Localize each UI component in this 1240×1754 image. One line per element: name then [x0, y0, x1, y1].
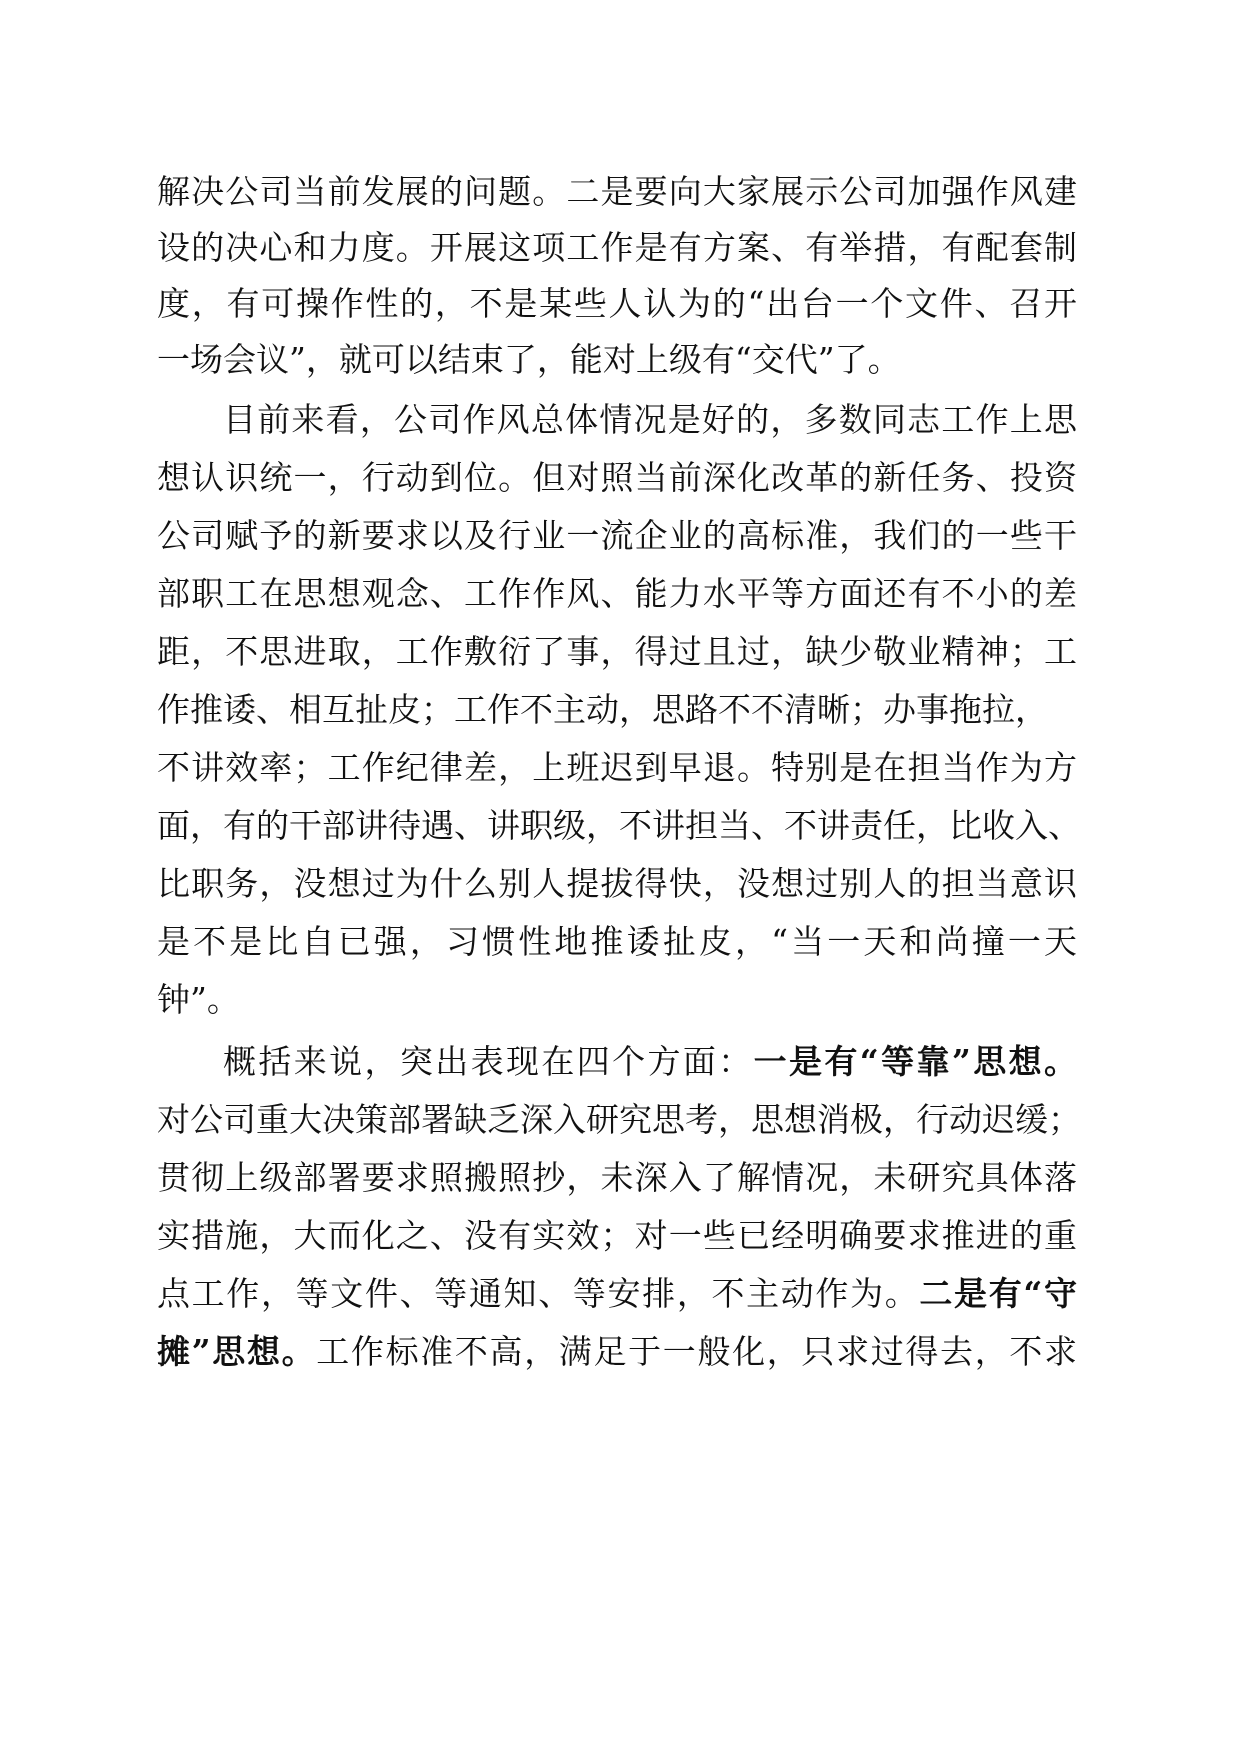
bold-heading: 一是有“等靠”思想。: [753, 1042, 1078, 1081]
paragraph-line: 距，不思进取，工作敷衍了事，得过且过，缺少敬业精神；工: [157, 632, 1077, 671]
paragraph-line: 作推诿、相互扯皮；工作不主动，思路不不清晰；办事拖拉，: [157, 690, 1048, 729]
paragraph-line: 不讲效率；工作纪律差，上班迟到早退。特别是在担当作为方: [157, 748, 1077, 787]
paragraph-line: 一场会议”，就可以结束了，能对上级有“交代”了。: [157, 340, 901, 379]
bold-heading: 二是有“守: [919, 1274, 1078, 1313]
paragraph-line: 目前来看，公司作风总体情况是好的，多数同志工作上思: [223, 400, 1077, 439]
paragraph-line: 对公司重大决策部署缺乏深入研究思考，思想消极，行动迟缓；: [157, 1100, 1081, 1139]
paragraph-line: [157, 1264, 1077, 1324]
bold-heading: 摊”思想。: [157, 1332, 317, 1371]
line-text: 点工作，等文件、等通知、等安排，不主动作为。: [157, 1274, 920, 1313]
paragraph-line: 比职务，没想过为什么别人提拔得快，没想过别人的担当意识: [157, 864, 1077, 903]
paragraph-line: 实措施，大而化之、没有实效；对一些已经明确要求推进的重: [157, 1216, 1077, 1255]
line-text: 概括来说，突出表现在四个方面：: [223, 1042, 754, 1081]
paragraph-line: 设的决心和力度。开展这项工作是有方案、有举措，有配套制: [157, 228, 1077, 267]
paragraph-line: 是不是比自已强，习惯性地推诿扯皮，“当一天和尚撞一天: [157, 922, 1077, 961]
line-text: 工作标准不高，满足于一般化，只求过得去，不求: [316, 1332, 1078, 1371]
paragraph-line: 解决公司当前发展的问题。二是要向大家展示公司加强作风建: [157, 172, 1077, 211]
paragraph-line: 钟”。: [157, 980, 240, 1019]
paragraph-line: 面，有的干部讲待遇、讲职级，不讲担当、不讲责任，比收入、: [157, 806, 1081, 845]
paragraph-line: 想认识统一，行动到位。但对照当前深化改革的新任务、投资: [157, 458, 1077, 497]
paragraph-line: 部职工在思想观念、工作作风、能力水平等方面还有不小的差: [157, 574, 1077, 613]
paragraph-line: [157, 1322, 1077, 1382]
paragraph-line: 贯彻上级部署要求照搬照抄，未深入了解情况，未研究具体落: [157, 1158, 1077, 1197]
paragraph-line: 公司赋予的新要求以及行业一流企业的高标准，我们的一些干: [157, 516, 1077, 555]
paragraph-line: 度，有可操作性的，不是某些人认为的“出台一个文件、召开: [157, 284, 1077, 323]
paragraph-line: [223, 1032, 1077, 1092]
